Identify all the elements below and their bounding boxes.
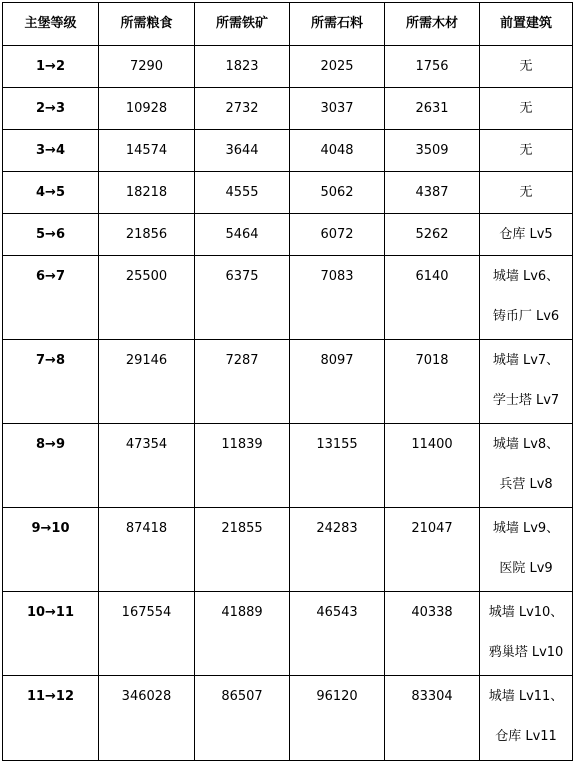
- prerequisite-building: 城墙 Lv9、: [492, 521, 560, 536]
- castle-level-cell: 11→12: [3, 676, 99, 761]
- prerequisite-building: 城墙 Lv10、: [488, 605, 564, 620]
- prerequisite-cell: [480, 214, 573, 256]
- iron-cell: 4555: [195, 172, 290, 214]
- food-cell: 14574: [99, 130, 195, 172]
- stone-cell: 96120: [290, 676, 385, 761]
- iron-cell: 6375: [195, 256, 290, 340]
- castle-level-cell: 2→3: [3, 88, 99, 130]
- prerequisite-building: 城墙 Lv6、: [492, 269, 560, 284]
- prerequisite-building: 无: [519, 101, 533, 116]
- iron-cell: 2732: [195, 88, 290, 130]
- stone-cell: 24283: [290, 508, 385, 592]
- stone-cell: 6072: [290, 214, 385, 256]
- table-row: [3, 172, 573, 214]
- castle-upgrade-table: [2, 2, 573, 761]
- header-wood: 所需木材: [385, 3, 480, 46]
- food-cell: 10928: [99, 88, 195, 130]
- food-cell: 18218: [99, 172, 195, 214]
- prerequisite-cell: [480, 508, 573, 592]
- prerequisite-cell: [480, 424, 573, 508]
- stone-cell: 4048: [290, 130, 385, 172]
- table-header: [3, 3, 573, 46]
- table-row: [3, 214, 573, 256]
- prerequisite-building: 仓库 Lv11: [495, 729, 557, 744]
- header-castle-level: 主堡等级: [3, 3, 99, 46]
- wood-cell: 83304: [385, 676, 480, 761]
- stone-cell: 3037: [290, 88, 385, 130]
- wood-cell: 5262: [385, 214, 480, 256]
- castle-level-cell: 7→8: [3, 340, 99, 424]
- castle-level-cell: 9→10: [3, 508, 99, 592]
- table-row: [3, 256, 573, 340]
- stone-cell: 5062: [290, 172, 385, 214]
- table-row: [3, 508, 573, 592]
- iron-cell: 11839: [195, 424, 290, 508]
- castle-level-cell: 8→9: [3, 424, 99, 508]
- wood-cell: 2631: [385, 88, 480, 130]
- stone-cell: 13155: [290, 424, 385, 508]
- header-food: 所需粮食: [99, 3, 195, 46]
- iron-cell: 7287: [195, 340, 290, 424]
- prerequisite-building: 城墙 Lv11、: [488, 689, 564, 704]
- header-prerequisite: 前置建筑: [480, 3, 573, 46]
- prerequisite-cell: [480, 88, 573, 130]
- food-cell: 167554: [99, 592, 195, 676]
- wood-cell: 7018: [385, 340, 480, 424]
- prerequisite-building: 城墙 Lv8、: [492, 437, 560, 452]
- castle-level-cell: 4→5: [3, 172, 99, 214]
- table-row: [3, 676, 573, 761]
- header-row: [3, 3, 573, 46]
- stone-cell: 2025: [290, 46, 385, 88]
- stone-cell: 7083: [290, 256, 385, 340]
- castle-level-cell: 6→7: [3, 256, 99, 340]
- table-row: [3, 592, 573, 676]
- prerequisite-building: 无: [519, 185, 533, 200]
- iron-cell: 1823: [195, 46, 290, 88]
- prerequisite-cell: [480, 172, 573, 214]
- iron-cell: 41889: [195, 592, 290, 676]
- prerequisite-building: 无: [519, 143, 533, 158]
- table-body: [3, 46, 573, 761]
- iron-cell: 5464: [195, 214, 290, 256]
- prerequisite-cell: [480, 592, 573, 676]
- prerequisite-building: 城墙 Lv7、: [492, 353, 560, 368]
- iron-cell: 3644: [195, 130, 290, 172]
- stone-cell: 8097: [290, 340, 385, 424]
- food-cell: 47354: [99, 424, 195, 508]
- prerequisite-building: 铸币厂 Lv6: [492, 309, 560, 324]
- table-row: [3, 424, 573, 508]
- food-cell: 346028: [99, 676, 195, 761]
- header-stone: 所需石料: [290, 3, 385, 46]
- table-row: [3, 340, 573, 424]
- wood-cell: 21047: [385, 508, 480, 592]
- iron-cell: 86507: [195, 676, 290, 761]
- prerequisite-building: 兵营 Lv8: [499, 477, 553, 492]
- castle-level-cell: 10→11: [3, 592, 99, 676]
- table-row: [3, 130, 573, 172]
- prerequisite-building: 鸦巢塔 Lv10: [488, 645, 564, 660]
- wood-cell: 1756: [385, 46, 480, 88]
- castle-level-cell: 3→4: [3, 130, 99, 172]
- castle-level-cell: 5→6: [3, 214, 99, 256]
- food-cell: 25500: [99, 256, 195, 340]
- wood-cell: 40338: [385, 592, 480, 676]
- castle-level-cell: 1→2: [3, 46, 99, 88]
- iron-cell: 21855: [195, 508, 290, 592]
- prerequisite-building: 学士塔 Lv7: [492, 393, 560, 408]
- table-row: [3, 88, 573, 130]
- prerequisite-cell: [480, 340, 573, 424]
- food-cell: 21856: [99, 214, 195, 256]
- food-cell: 7290: [99, 46, 195, 88]
- prerequisite-building: 医院 Lv9: [499, 561, 553, 576]
- wood-cell: 6140: [385, 256, 480, 340]
- header-iron: 所需铁矿: [195, 3, 290, 46]
- prerequisite-cell: [480, 46, 573, 88]
- prerequisite-cell: [480, 130, 573, 172]
- wood-cell: 3509: [385, 130, 480, 172]
- stone-cell: 46543: [290, 592, 385, 676]
- prerequisite-building: 无: [519, 59, 533, 74]
- food-cell: 29146: [99, 340, 195, 424]
- wood-cell: 11400: [385, 424, 480, 508]
- prerequisite-cell: [480, 256, 573, 340]
- wood-cell: 4387: [385, 172, 480, 214]
- table-row: [3, 46, 573, 88]
- food-cell: 87418: [99, 508, 195, 592]
- prerequisite-cell: [480, 676, 573, 761]
- prerequisite-building: 仓库 Lv5: [499, 227, 553, 242]
